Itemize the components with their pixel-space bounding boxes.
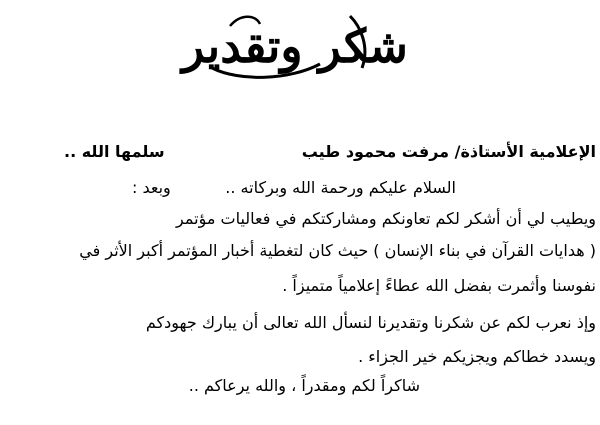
recipient-name: الإعلامية الأستاذة/ مرفت محمود طيب: [301, 142, 596, 161]
greeting-line: السلام عليكم ورحمة الله وبركاته ..: [225, 178, 456, 197]
paragraph-line: ويسدد خطاكم ويجزيكم خير الجزاء .: [358, 347, 596, 366]
recipient-salutation: سلمها الله ..: [64, 142, 165, 161]
paragraph-line: وإذ نعرب لكم عن شكرنا وتقديرنا لنسأل الله تعالى أن يبارك جهودكم: [145, 313, 596, 332]
paragraph-line: ( هدايات القرآن في بناء الإنسان ) حيث كان لتغطية أخبار المؤتمر أكبر الأثر في: [79, 241, 596, 260]
closing-line: شاكراً لكم ومقدراً ، والله يرعاكم ..: [188, 376, 420, 395]
calligraphy-title-text: شكر وتقدير: [182, 19, 408, 73]
transition-line: وبعد :: [132, 178, 171, 197]
calligraphy-title-graphic: [182, 6, 408, 86]
paragraph-line: ويطيب لي أن أشكر لكم تعاونكم ومشاركتكم في فعاليات مؤتمر: [176, 209, 596, 228]
calligraphy-title: [182, 6, 408, 86]
paragraph-line: نفوسنا وأثمرت بفضل الله عطاءً إعلامياً متميزاً .: [282, 276, 596, 295]
